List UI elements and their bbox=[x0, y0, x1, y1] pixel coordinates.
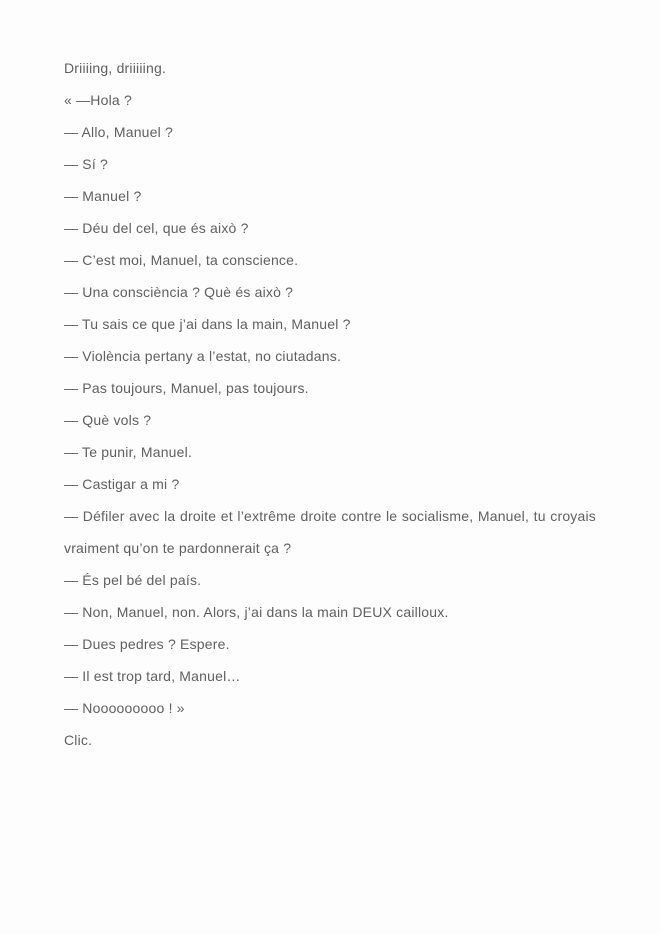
dialogue-paragraph: — Manuel ? bbox=[64, 188, 142, 204]
dialogue-paragraph: — Tu sais ce que j’ai dans la main, Manuel ? bbox=[64, 316, 351, 332]
dialogue-paragraph: — És pel bé del país. bbox=[64, 572, 202, 588]
dialogue-paragraph: Driiiing, driiiiing. bbox=[64, 60, 167, 76]
dialogue-paragraph: — Dues pedres ? Espere. bbox=[64, 636, 230, 652]
dialogue-paragraph: — Sí ? bbox=[64, 156, 108, 172]
dialogue-paragraph: — Te punir, Manuel. bbox=[64, 444, 193, 460]
dialogue-paragraph: — Una consciència ? Què és això ? bbox=[64, 284, 294, 300]
dialogue-paragraph: — Pas toujours, Manuel, pas toujours. bbox=[64, 380, 309, 396]
dialogue-paragraph: — Violència pertany a l’estat, no ciutadans. bbox=[64, 348, 342, 364]
dialogue-paragraph: — Què vols ? bbox=[64, 412, 152, 428]
dialogue-paragraph: — Défiler avec la droite et l’extrême droite contre le socialisme, Manuel, tu croyais vraiment qu’on te pardonnerait ça ? bbox=[64, 508, 596, 556]
dialogue-paragraph: — Il est trop tard, Manuel… bbox=[64, 668, 241, 684]
dialogue-paragraph: — C’est moi, Manuel, ta conscience. bbox=[64, 252, 299, 268]
dialogue-paragraph: — Castigar a mi ? bbox=[64, 476, 180, 492]
dialogue-paragraph: — Allo, Manuel ? bbox=[64, 124, 174, 140]
text-block bbox=[64, 52, 596, 756]
dialogue-paragraph: — Déu del cel, que és això ? bbox=[64, 220, 249, 236]
dialogue-paragraph: Clic. bbox=[64, 732, 93, 748]
dialogue-paragraph: « —Hola ? bbox=[64, 92, 132, 108]
dialogue-paragraph: — Non, Manuel, non. Alors, j’ai dans la main DEUX cailloux. bbox=[64, 604, 449, 620]
dialogue-paragraph: — Nooooooooo ! » bbox=[64, 700, 185, 716]
